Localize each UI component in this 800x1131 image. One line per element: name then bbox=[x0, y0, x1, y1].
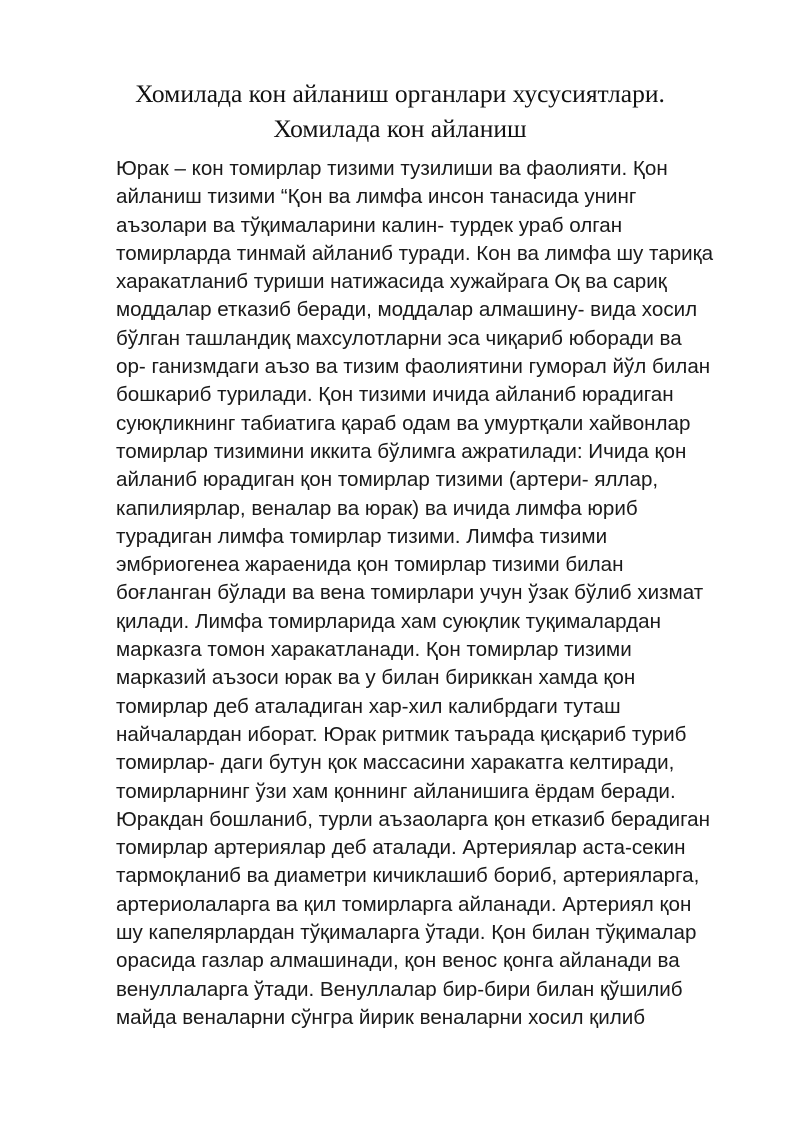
text-line: найчалардан иборат. Юрак ритмик таърада қисқариб туриб bbox=[116, 722, 687, 746]
text-line: аъзолари ва тўқималарини калин- турдек ураб олган bbox=[116, 213, 623, 237]
text-line: моддалар етказиб беради, моддалар алмашину- вида хосил bbox=[116, 298, 698, 322]
text-line: марказга томон харакатланади. Қон томирлар тизими bbox=[116, 638, 632, 662]
text-line: томирлар артериялар деб аталади. Артериялар аста-секин bbox=[116, 836, 686, 860]
text-line: томирларда тинмай айланиб туради. Кон ва лимфа шу тариқа bbox=[116, 241, 714, 265]
text-line: қилади. Лимфа томирларида хам суюқлик туқималардан bbox=[116, 609, 661, 633]
text-line: шу капелярлардан тўқималарга ўтади. Қон билан тўқималар bbox=[116, 921, 697, 945]
text-line: капилиярлар, веналар ва юрак) ва ичида лимфа юриб bbox=[116, 496, 638, 520]
text-line: ор- ганизмдаги аъзо ва тизим фаолиятини гуморал йўл билан bbox=[116, 355, 711, 379]
text-line: Юрак – кон томирлар тизими тузилиши ва фаолияти. Қон bbox=[116, 157, 668, 180]
text-line: айланиб юрадиган қон томирлар тизими (артери- яллар, bbox=[116, 468, 659, 492]
text-line: айланиш тизими “Қон ва лимфа инсон танасида унинг bbox=[116, 185, 637, 209]
text-line: Юракдан бошланиб, турли аъзаоларга қон етказиб берадиган bbox=[116, 807, 710, 831]
text-line: боғланган бўлади ва вена томирлари учун ўзак бўлиб хизмат bbox=[116, 581, 704, 605]
text-line: артериолаларга ва қил томирларга айланади. Артериял қон bbox=[116, 892, 692, 916]
text-line: эмбриогенеа жараенида қон томирлар тизими билан bbox=[116, 553, 624, 577]
text-line: томирлар деб аталадиган хар-хил калибрдаги туташ bbox=[116, 694, 621, 718]
text-line: томирларнинг ўзи хам қоннинг айланишига ёрдам беради. bbox=[116, 779, 676, 803]
text-line: марказий аъзоси юрак ва у билан бириккан хамда қон bbox=[116, 666, 636, 690]
text-line: харакатланиб туриши натижасида хужайрага Оқ ва сариқ bbox=[116, 270, 667, 294]
text-line: тармоқланиб ва диаметри кичиклашиб бориб, артерияларга, bbox=[116, 864, 700, 888]
text-line: бўлган ташландиқ махсулотларни эса чиқариб юборади ва bbox=[116, 326, 682, 350]
text-line: томирлар- даги бутун қок массасини харакатга келтиради, bbox=[116, 751, 675, 775]
text-line: турадиган лимфа томирлар тизими. Лимфа тизими bbox=[116, 524, 608, 548]
body-paragraph bbox=[116, 155, 756, 1032]
text-line: суюқликнинг табиатига қараб одам ва умуртқали хайвонлар bbox=[116, 411, 691, 435]
text-line: томирлар тизимини иккита бўлимга ажратилади: Ичида қон bbox=[116, 439, 687, 463]
text-line: майда веналарни сўнгра йирик веналарни хосил қилиб bbox=[116, 1005, 646, 1029]
text-line: орасида газлар алмашинади, қон венос қонга айланади ва bbox=[116, 949, 680, 973]
text-line: венуллаларга ўтади. Венуллалар бир-бири билан қўшилиб bbox=[116, 977, 683, 1001]
page-title-line-1: Хомилада кон айланиш органлари хусусиятлари. bbox=[135, 79, 665, 108]
page-title-line-2: Хомилада кон айланиш bbox=[273, 114, 527, 143]
text-line: бошкариб турилади. Қон тизими ичида айланиб юрадиган bbox=[116, 383, 674, 407]
